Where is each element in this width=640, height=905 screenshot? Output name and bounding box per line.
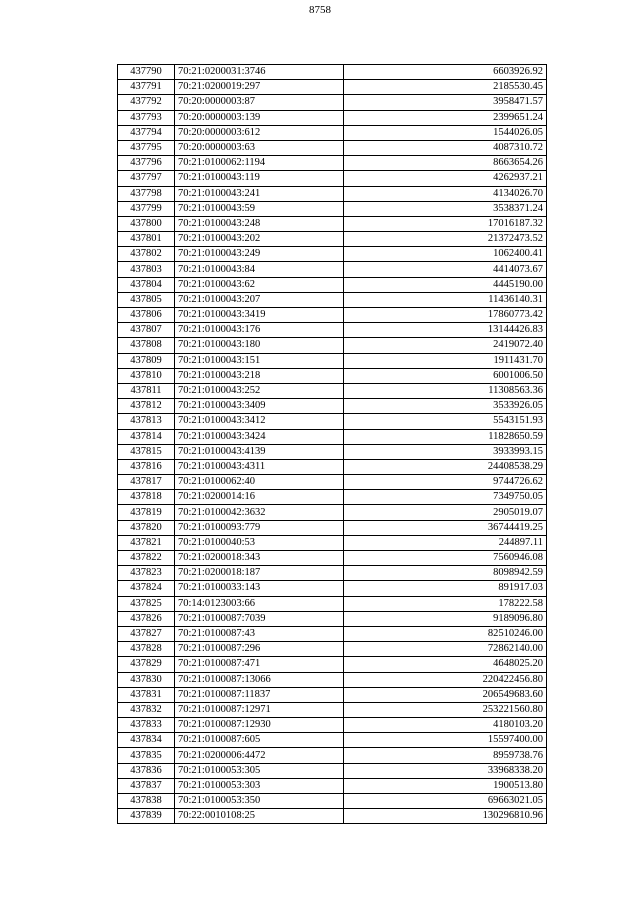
cadastral-number: 70:21:0100042:3632 [175, 505, 344, 520]
cadastral-value: 33968338.20 [344, 763, 547, 778]
table-row [118, 702, 547, 717]
table-row [118, 216, 547, 231]
cadastral-number: 70:21:0100043:4311 [175, 459, 344, 474]
cadastral-value: 11828650.59 [344, 429, 547, 444]
table-row [118, 718, 547, 733]
row-number: 437811 [118, 383, 175, 398]
cadastral-number: 70:21:0100087:43 [175, 626, 344, 641]
cadastral-number: 70:21:0100043:207 [175, 292, 344, 307]
cadastral-number: 70:22:0010108:25 [175, 809, 344, 824]
cadastral-number: 70:21:0100043:180 [175, 338, 344, 353]
cadastral-value: 17016187.32 [344, 216, 547, 231]
row-number: 437833 [118, 718, 175, 733]
cadastral-value: 15597400.00 [344, 733, 547, 748]
cadastral-value: 8959738.76 [344, 748, 547, 763]
cadastral-number: 70:20:0000003:87 [175, 95, 344, 110]
row-number: 437827 [118, 626, 175, 641]
table-row [118, 672, 547, 687]
table-row [118, 687, 547, 702]
row-number: 437823 [118, 566, 175, 581]
cadastral-number: 70:21:0100087:7039 [175, 611, 344, 626]
cadastral-number: 70:21:0100043:248 [175, 216, 344, 231]
row-number: 437793 [118, 110, 175, 125]
cadastral-value: 1900513.80 [344, 778, 547, 793]
row-number: 437828 [118, 642, 175, 657]
row-number: 437807 [118, 323, 175, 338]
row-number: 437837 [118, 778, 175, 793]
cadastral-number: 70:21:0200006:4472 [175, 748, 344, 763]
cadastral-number: 70:21:0100043:151 [175, 353, 344, 368]
table-row [118, 535, 547, 550]
cadastral-value: 3538371.24 [344, 201, 547, 216]
table-row [118, 368, 547, 383]
row-number: 437795 [118, 140, 175, 155]
table-row [118, 338, 547, 353]
row-number: 437831 [118, 687, 175, 702]
table-row [118, 186, 547, 201]
row-number: 437812 [118, 399, 175, 414]
table-row [118, 733, 547, 748]
cadastral-number: 70:21:0200014:16 [175, 490, 344, 505]
cadastral-number: 70:21:0100087:12930 [175, 718, 344, 733]
cadastral-value: 220422456.80 [344, 672, 547, 687]
cadastral-value: 7349750.05 [344, 490, 547, 505]
cadastral-number: 70:21:0100043:62 [175, 277, 344, 292]
cadastral-number: 70:20:0000003:612 [175, 125, 344, 140]
cadastral-number: 70:21:0100093:779 [175, 520, 344, 535]
cadastral-value: 17860773.42 [344, 308, 547, 323]
cadastral-value: 13144426.83 [344, 323, 547, 338]
cadastral-number: 70:21:0100033:143 [175, 581, 344, 596]
cadastral-value: 2419072.40 [344, 338, 547, 353]
row-number: 437797 [118, 171, 175, 186]
row-number: 437814 [118, 429, 175, 444]
cadastral-value: 9189096.80 [344, 611, 547, 626]
cadastral-number: 70:21:0100087:605 [175, 733, 344, 748]
row-number: 437829 [118, 657, 175, 672]
cadastral-number: 70:21:0100053:303 [175, 778, 344, 793]
cadastral-value: 5543151.93 [344, 414, 547, 429]
table-row [118, 65, 547, 80]
cadastral-value: 4134026.70 [344, 186, 547, 201]
table-row [118, 308, 547, 323]
row-number: 437803 [118, 262, 175, 277]
table-row [118, 414, 547, 429]
cadastral-value: 2185530.45 [344, 80, 547, 95]
cadastral-number: 70:21:0100062:1194 [175, 156, 344, 171]
table-row [118, 383, 547, 398]
row-number: 437819 [118, 505, 175, 520]
table-row [118, 277, 547, 292]
table-body [118, 65, 547, 824]
cadastral-number: 70:21:0100043:176 [175, 323, 344, 338]
cadastral-value: 4414073.67 [344, 262, 547, 277]
row-number: 437815 [118, 444, 175, 459]
table-row [118, 642, 547, 657]
cadastral-number: 70:21:0100043:252 [175, 383, 344, 398]
cadastral-value: 891917.03 [344, 581, 547, 596]
table-row [118, 490, 547, 505]
table-row [118, 566, 547, 581]
row-number: 437838 [118, 794, 175, 809]
row-number: 437816 [118, 459, 175, 474]
cadastral-value: 3533926.05 [344, 399, 547, 414]
cadastral-value: 21372473.52 [344, 232, 547, 247]
cadastral-value: 178222.58 [344, 596, 547, 611]
cadastral-number: 70:20:0000003:139 [175, 110, 344, 125]
table-row [118, 748, 547, 763]
row-number: 437817 [118, 475, 175, 490]
cadastral-number: 70:21:0100043:202 [175, 232, 344, 247]
table-row [118, 475, 547, 490]
cadastral-number: 70:21:0100053:305 [175, 763, 344, 778]
cadastral-value: 11436140.31 [344, 292, 547, 307]
row-number: 437818 [118, 490, 175, 505]
table-row [118, 262, 547, 277]
cadastral-value: 69663021.05 [344, 794, 547, 809]
cadastral-number: 70:21:0100043:3409 [175, 399, 344, 414]
cadastral-value: 4445190.00 [344, 277, 547, 292]
table-row [118, 429, 547, 444]
row-number: 437830 [118, 672, 175, 687]
row-number: 437804 [118, 277, 175, 292]
row-number: 437835 [118, 748, 175, 763]
table-row [118, 171, 547, 186]
row-number: 437806 [118, 308, 175, 323]
table-row [118, 626, 547, 641]
row-number: 437836 [118, 763, 175, 778]
cadastral-number: 70:21:0200031:3746 [175, 65, 344, 80]
row-number: 437839 [118, 809, 175, 824]
table-row [118, 444, 547, 459]
row-number: 437832 [118, 702, 175, 717]
cadastral-number: 70:21:0100043:249 [175, 247, 344, 262]
table-row [118, 763, 547, 778]
cadastral-number: 70:21:0100087:11837 [175, 687, 344, 702]
cadastral-value: 253221560.80 [344, 702, 547, 717]
table-row [118, 95, 547, 110]
row-number: 437800 [118, 216, 175, 231]
table-row [118, 809, 547, 824]
cadastral-number: 70:21:0100062:40 [175, 475, 344, 490]
cadastral-value: 206549683.60 [344, 687, 547, 702]
cadastral-number: 70:21:0100043:59 [175, 201, 344, 216]
row-number: 437798 [118, 186, 175, 201]
cadastral-value: 1062400.41 [344, 247, 547, 262]
row-number: 437810 [118, 368, 175, 383]
cadastral-number: 70:21:0100087:296 [175, 642, 344, 657]
row-number: 437809 [118, 353, 175, 368]
cadastral-value: 1911431.70 [344, 353, 547, 368]
cadastral-value: 3958471.57 [344, 95, 547, 110]
row-number: 437825 [118, 596, 175, 611]
row-number: 437794 [118, 125, 175, 140]
row-number: 437808 [118, 338, 175, 353]
cadastral-number: 70:21:0100043:119 [175, 171, 344, 186]
row-number: 437802 [118, 247, 175, 262]
cadastral-number: 70:21:0100087:12971 [175, 702, 344, 717]
cadastral-value: 4648025.20 [344, 657, 547, 672]
cadastral-value: 24408538.29 [344, 459, 547, 474]
cadastral-value: 9744726.62 [344, 475, 547, 490]
table-row [118, 657, 547, 672]
cadastral-number: 70:21:0100043:3419 [175, 308, 344, 323]
row-number: 437801 [118, 232, 175, 247]
table-row [118, 353, 547, 368]
row-number: 437791 [118, 80, 175, 95]
cadastral-value-table [117, 64, 547, 824]
cadastral-number: 70:21:0200018:343 [175, 551, 344, 566]
table-row [118, 505, 547, 520]
table-row [118, 551, 547, 566]
page-number: 8758 [309, 4, 331, 16]
table-row [118, 778, 547, 793]
cadastral-value: 2905019.07 [344, 505, 547, 520]
cadastral-value: 6603926.92 [344, 65, 547, 80]
cadastral-number: 70:21:0200019:297 [175, 80, 344, 95]
row-number: 437826 [118, 611, 175, 626]
cadastral-number: 70:21:0100043:241 [175, 186, 344, 201]
table-row [118, 80, 547, 95]
table-row [118, 581, 547, 596]
row-number: 437796 [118, 156, 175, 171]
cadastral-value: 82510246.00 [344, 626, 547, 641]
cadastral-value: 8098942.59 [344, 566, 547, 581]
row-number: 437813 [118, 414, 175, 429]
cadastral-value: 7560946.08 [344, 551, 547, 566]
cadastral-number: 70:20:0000003:63 [175, 140, 344, 155]
cadastral-value: 244897.11 [344, 535, 547, 550]
table-row [118, 125, 547, 140]
table-row [118, 459, 547, 474]
cadastral-number: 70:14:0123003:66 [175, 596, 344, 611]
table-row [118, 110, 547, 125]
cadastral-value: 72862140.00 [344, 642, 547, 657]
cadastral-number: 70:21:0100043:3412 [175, 414, 344, 429]
table-row [118, 794, 547, 809]
table-row [118, 247, 547, 262]
cadastral-value: 2399651.24 [344, 110, 547, 125]
table-row [118, 292, 547, 307]
cadastral-value: 11308563.36 [344, 383, 547, 398]
row-number: 437790 [118, 65, 175, 80]
table-row [118, 611, 547, 626]
cadastral-number: 70:21:0100043:84 [175, 262, 344, 277]
table-row [118, 156, 547, 171]
cadastral-number: 70:21:0100053:350 [175, 794, 344, 809]
cadastral-value: 4087310.72 [344, 140, 547, 155]
cadastral-number: 70:21:0100043:218 [175, 368, 344, 383]
cadastral-number: 70:21:0100087:13066 [175, 672, 344, 687]
cadastral-number: 70:21:0200018:187 [175, 566, 344, 581]
cadastral-value: 4262937.21 [344, 171, 547, 186]
row-number: 437822 [118, 551, 175, 566]
row-number: 437834 [118, 733, 175, 748]
table-row [118, 201, 547, 216]
row-number: 437821 [118, 535, 175, 550]
table-row [118, 596, 547, 611]
cadastral-number: 70:21:0100043:4139 [175, 444, 344, 459]
cadastral-number: 70:21:0100087:471 [175, 657, 344, 672]
table-row [118, 232, 547, 247]
cadastral-value: 4180103.20 [344, 718, 547, 733]
cadastral-value: 36744419.25 [344, 520, 547, 535]
cadastral-value: 6001006.50 [344, 368, 547, 383]
row-number: 437792 [118, 95, 175, 110]
table-row [118, 399, 547, 414]
cadastral-value: 1544026.05 [344, 125, 547, 140]
cadastral-number: 70:21:0100043:3424 [175, 429, 344, 444]
table-row [118, 520, 547, 535]
row-number: 437805 [118, 292, 175, 307]
cadastral-value: 3933993.15 [344, 444, 547, 459]
row-number: 437824 [118, 581, 175, 596]
cadastral-value: 130296810.96 [344, 809, 547, 824]
table-row [118, 140, 547, 155]
cadastral-number: 70:21:0100040:53 [175, 535, 344, 550]
row-number: 437799 [118, 201, 175, 216]
row-number: 437820 [118, 520, 175, 535]
cadastral-value: 8663654.26 [344, 156, 547, 171]
table-row [118, 323, 547, 338]
